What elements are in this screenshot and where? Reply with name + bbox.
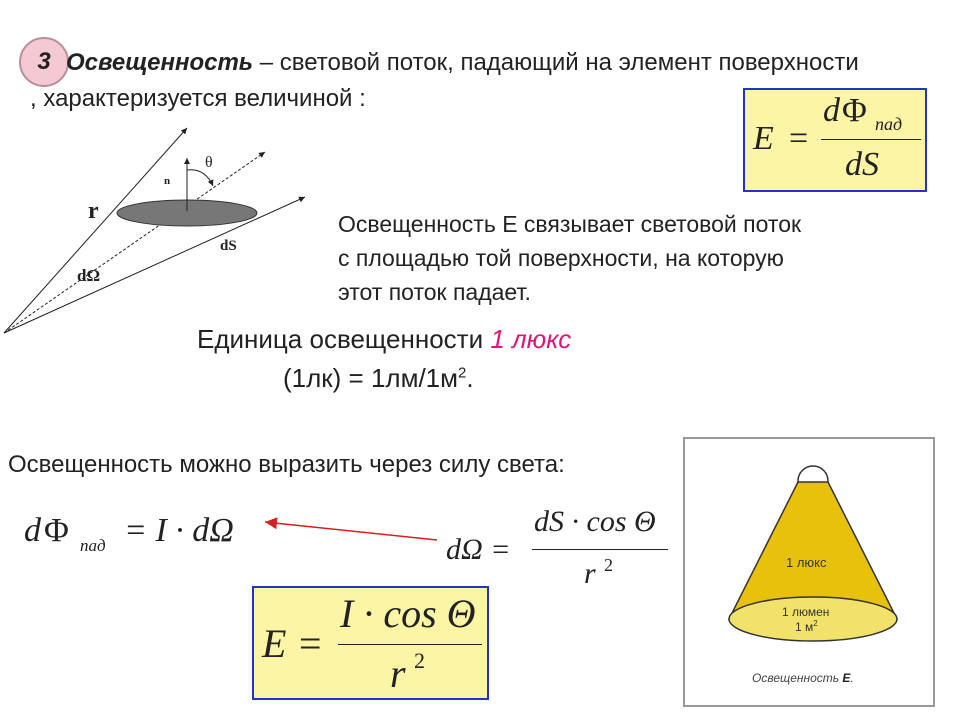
definition-subtitle: , характеризуется величиной : (30, 85, 366, 112)
cone-figure (683, 437, 935, 707)
caption-end: . (850, 671, 854, 685)
main-den: r (390, 651, 406, 696)
domega-lhs: dΩ = (446, 533, 511, 566)
unit-definition-sup: 2 (458, 364, 467, 382)
domega-fraction-line (532, 549, 668, 550)
unit-label: Единица освещенности (197, 324, 491, 354)
main-den-sup: 2 (414, 648, 425, 673)
unit-line (197, 324, 571, 355)
flux-rest: = I · dΩ (124, 512, 234, 549)
main-fraction-line (338, 644, 482, 645)
figure-caption (752, 671, 854, 685)
lamp-bulb (798, 466, 828, 483)
domega-den: r (584, 557, 596, 590)
formula-e: E (753, 120, 774, 157)
ray-upper (4, 128, 187, 333)
unit-definition (283, 363, 474, 394)
domega-num: dS · cos Θ (534, 505, 656, 538)
cone-label-area (795, 619, 818, 634)
cone-label-area-text: 1 м (795, 620, 814, 634)
definition-text: – световой поток, падающий на элемент поверхности (253, 49, 859, 76)
description-line: с площадью той поверхности, на которую (338, 245, 784, 271)
cone-label-area-sup: 2 (813, 619, 818, 628)
label-theta: θ (205, 154, 213, 171)
description-line: Освещенность Е связывает световой поток (338, 211, 802, 237)
unit-definition-text: (1лк) = 1лм/1м (283, 363, 459, 393)
formula-num-d: d (823, 92, 840, 129)
formula-box-main (252, 586, 489, 700)
formula-num-sub: пад (875, 114, 903, 134)
red-arrow (265, 522, 437, 540)
label-n: n (164, 175, 171, 187)
expression-heading: Освещенность можно выразить через силу света: (8, 451, 565, 478)
description-paragraph (338, 207, 898, 309)
main-num: I · cos Θ (340, 591, 476, 636)
cone-illustration (685, 439, 937, 709)
slide-number: 3 (37, 48, 51, 75)
formula-num-phi: Φ (842, 92, 867, 129)
flux-d: d (24, 512, 41, 549)
domega-den-sup: 2 (604, 555, 613, 575)
formula-flux (20, 508, 260, 558)
flux-phi: Φ (44, 512, 69, 549)
description-line: этот поток падает. (338, 279, 531, 305)
term-label: Освещенность (66, 49, 254, 76)
theta-arc (187, 170, 213, 186)
unit-definition-end: . (466, 363, 474, 393)
formula-eq: = (789, 120, 809, 157)
caption-text: Освещенность (752, 671, 843, 685)
caption-symbol: E (842, 671, 851, 685)
label-domega: dΩ (77, 266, 101, 285)
label-r: r (88, 198, 99, 224)
flux-sub: пад (80, 536, 106, 555)
label-ds: dS (220, 238, 237, 254)
main-lhs: E = (262, 621, 324, 666)
cone-label-lumen: 1 люмен (782, 605, 830, 619)
cone-label-lux: 1 люкс (786, 555, 827, 570)
formula-den: dS (845, 146, 879, 183)
unit-value: 1 люкс (490, 324, 572, 354)
